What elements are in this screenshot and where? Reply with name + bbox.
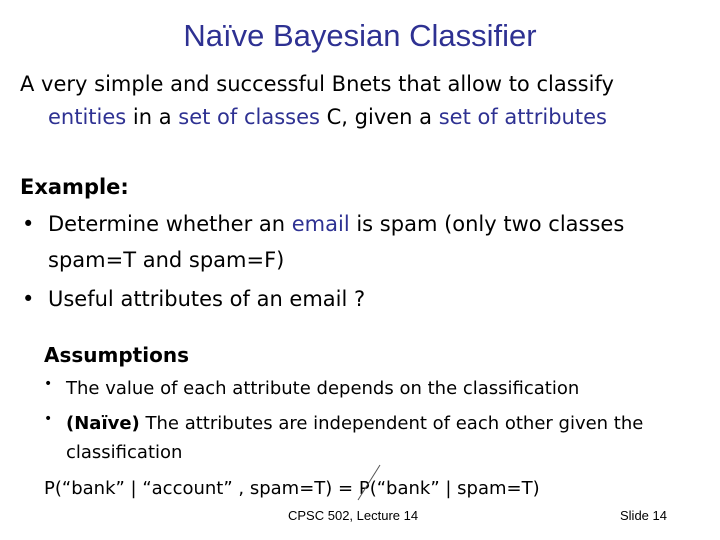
example-heading: Example: — [20, 175, 129, 199]
intro-set-of-classes: set of classes — [178, 105, 320, 129]
assumptions-heading: Assumptions — [44, 343, 189, 367]
bullet-1-text-a: Determine whether an — [48, 212, 292, 236]
assumption-item-2-text: The attributes are independent of each other given the — [139, 413, 644, 434]
example-bullet-2: Useful attributes of an email ? — [48, 287, 366, 311]
slide-title: Naïve Bayesian Classifier — [183, 18, 537, 53]
bullet-dot-1: • — [22, 212, 35, 236]
intro-set-of-attributes: set of attributes — [438, 105, 607, 129]
assumption-naive-label: (Naïve) — [66, 413, 140, 434]
bullet-dot-2: • — [22, 287, 35, 311]
example-bullet-1-line-2: spam=T and spam=F) — [48, 248, 285, 272]
probability-formula: P(“bank” | “account” , spam=T) = P(“bank” | spam=T) — [44, 478, 540, 499]
formula-slash-mark — [340, 460, 400, 505]
assumption-dash-2: • — [44, 411, 53, 427]
footer-course: CPSC 502, Lecture 14 — [288, 508, 419, 523]
intro-text-b: C, given a — [319, 105, 439, 129]
intro-entities: entities — [48, 105, 127, 129]
bullet-1-text-b: is spam (only two classes — [349, 212, 625, 236]
footer-slide-number: Slide 14 — [620, 508, 667, 523]
intro-line-2 — [48, 105, 607, 129]
bullet-1-email: email — [291, 212, 350, 236]
assumption-item-2 — [66, 413, 643, 434]
example-bullet-1 — [48, 212, 624, 236]
assumption-dash-1: • — [44, 376, 53, 392]
intro-line-1: A very simple and successful Bnets that allow to classify — [20, 72, 614, 96]
assumption-item-1: The value of each attribute depends on the classification — [66, 378, 580, 399]
intro-text-a: in a — [126, 105, 179, 129]
assumption-item-2-line-2: classification — [66, 442, 183, 463]
